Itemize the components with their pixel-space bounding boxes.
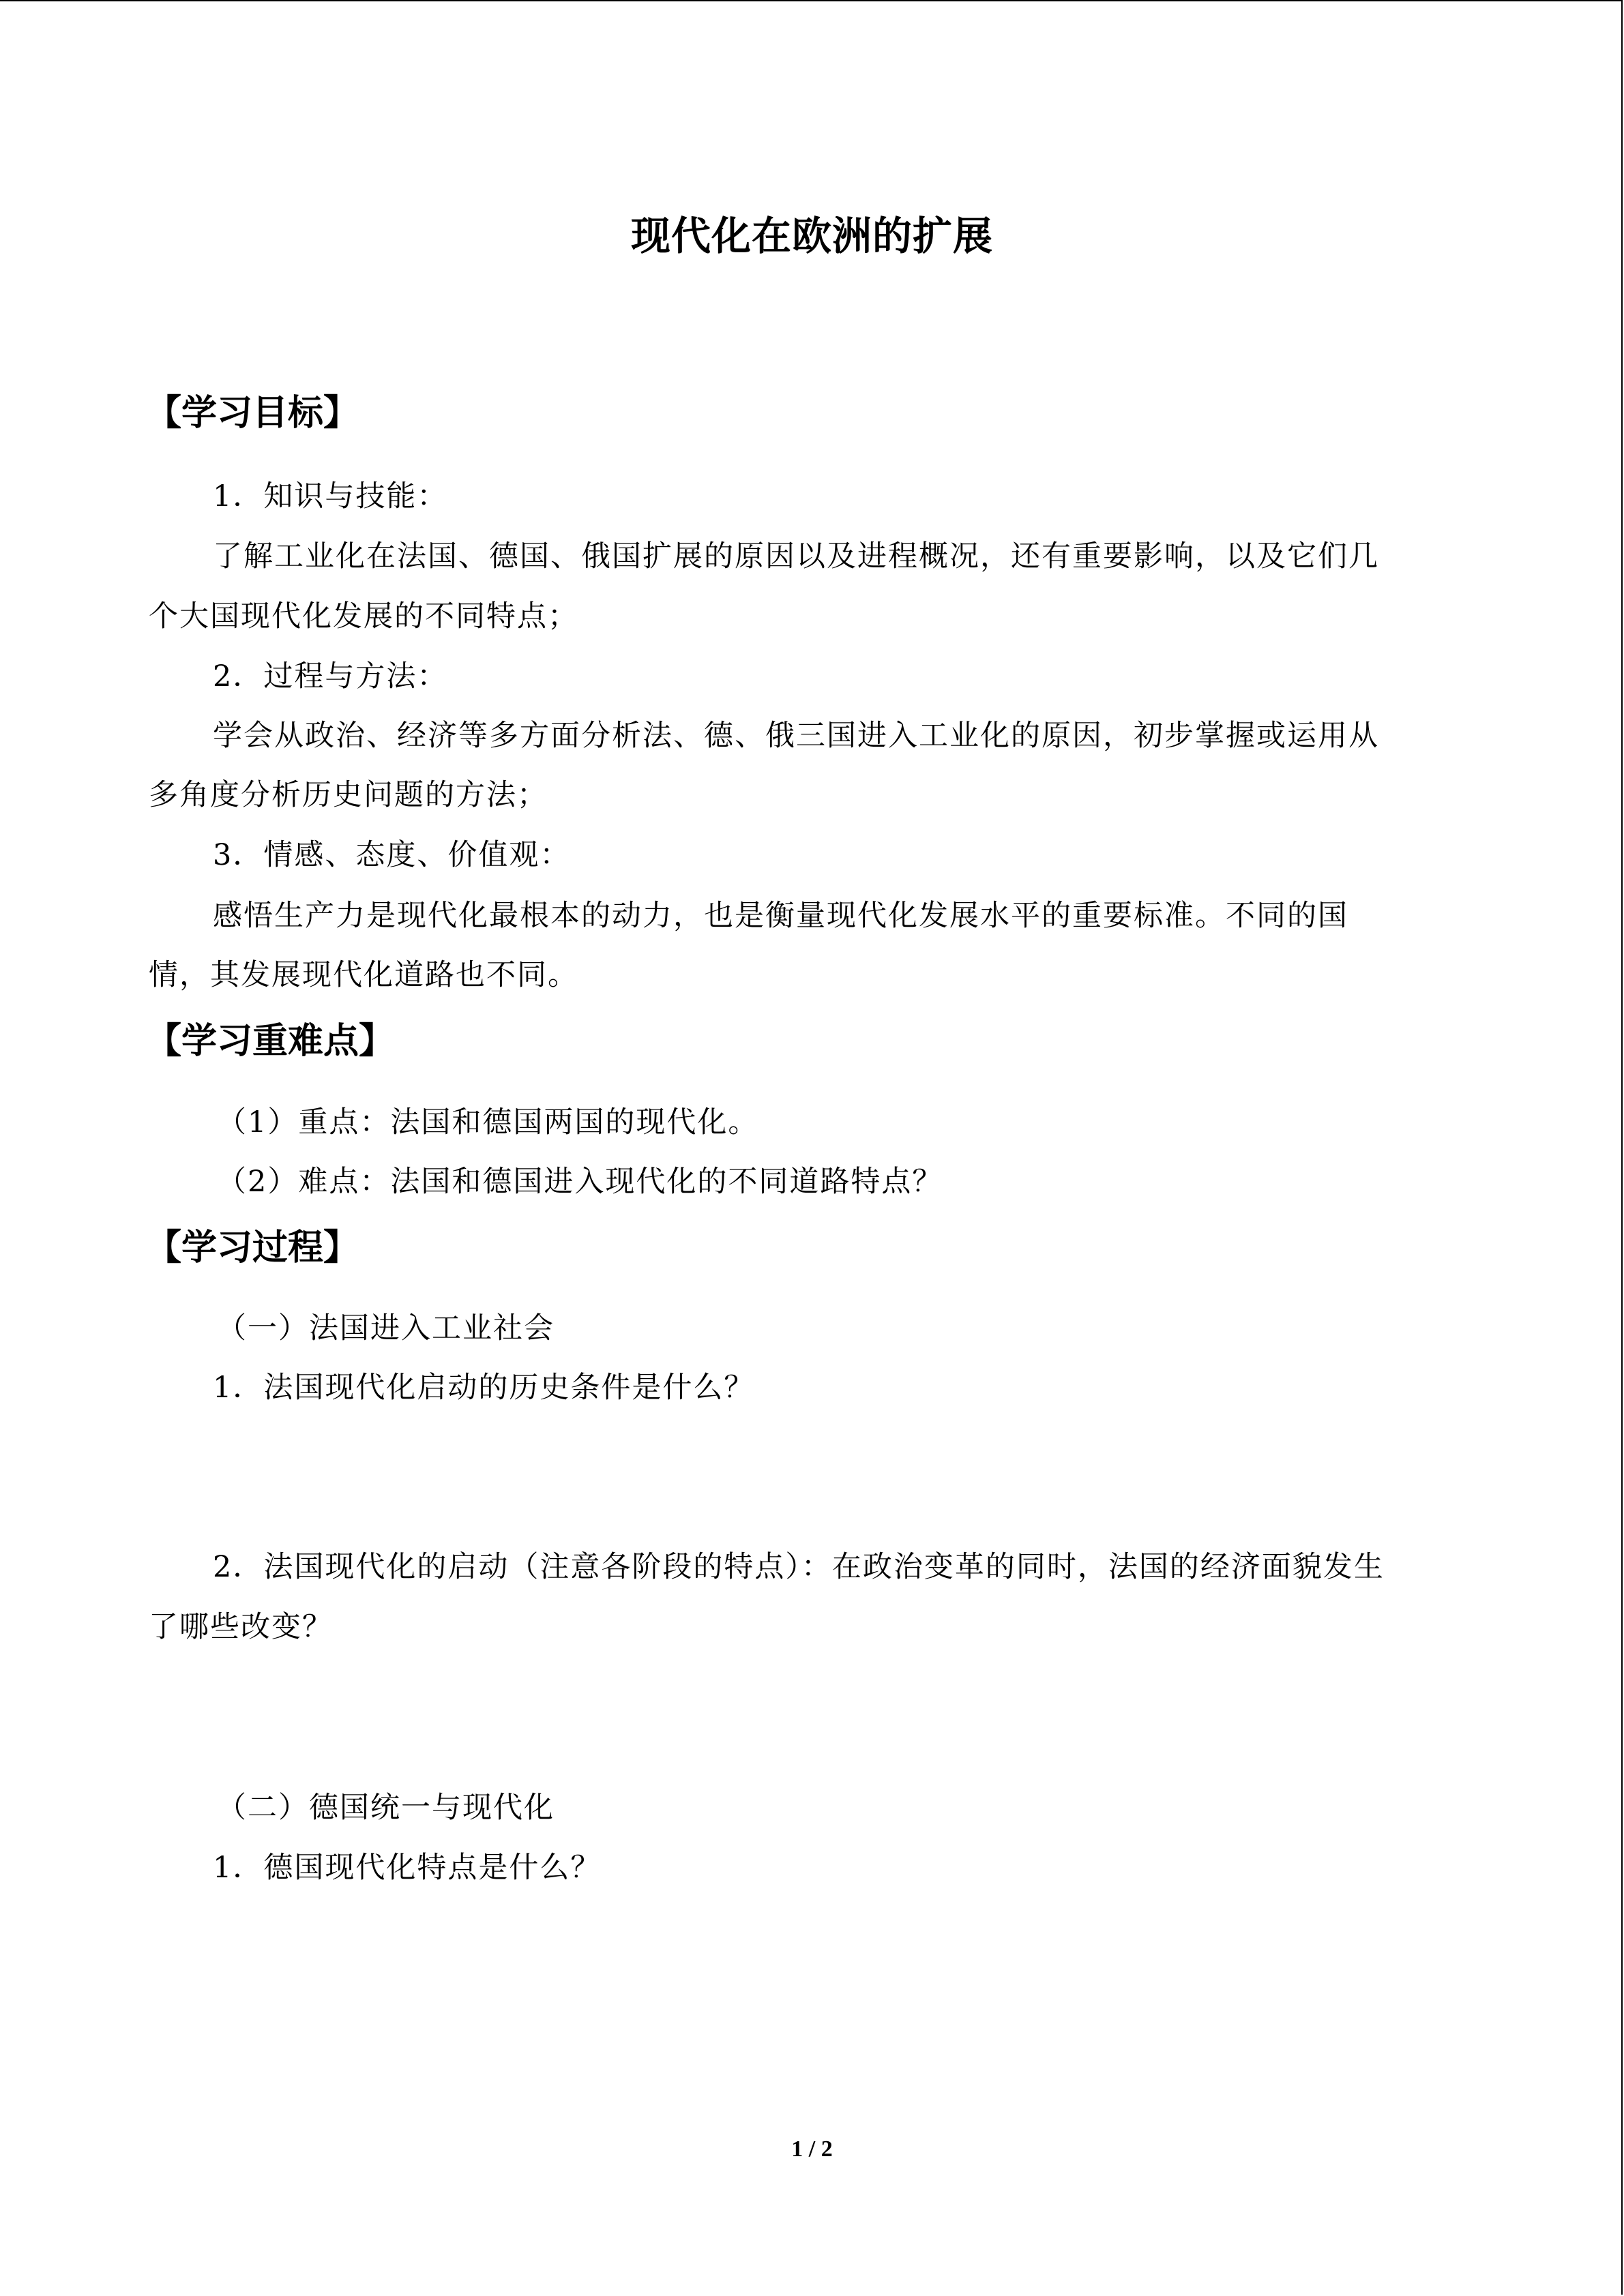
process-part1-question1: 1．法国现代化启动的历史条件是什么？ (213, 1371, 755, 1405)
objective-1-text-line1: 了解工业化在法国、德国、俄国扩展的原因以及进程概况，还有重要影响，以及它们几 (213, 539, 1379, 573)
objective-3-text-line2: 情，其发展现代化道路也不同。 (149, 958, 578, 992)
key-point-2: （2）难点：法国和德国进入现代化的不同道路特点？ (217, 1165, 943, 1199)
objective-3-label: 3．情感、态度、价值观： (213, 838, 571, 872)
process-part1-question2-line2: 了哪些改变？ (149, 1610, 333, 1644)
heading-objectives: 【学习目标】 (146, 393, 359, 434)
document-title: 现代化在欧洲的扩展 (630, 213, 993, 259)
process-part2-question1: 1．德国现代化特点是什么？ (213, 1851, 602, 1885)
objective-1-text-line2: 个大国现代化发展的不同特点； (149, 599, 578, 633)
objective-2-label: 2．过程与方法： (213, 659, 448, 694)
objective-2-text-line1: 学会从政治、经济等多方面分析法、德、俄三国进入工业化的原因，初步掌握或运用从 (213, 719, 1379, 753)
key-point-1: （1）重点：法国和德国两国的现代化。 (217, 1105, 759, 1139)
process-part1-title: （一）法国进入工业社会 (217, 1311, 555, 1345)
process-part1-question2-line1: 2．法国现代化的启动（注意各阶段的特点）：在政治变革的同时，法国的经济面貌发生 (213, 1550, 1385, 1584)
objective-3-text-line1: 感悟生产力是现代化最根本的动力，也是衡量现代化发展水平的重要标准。不同的国 (213, 899, 1348, 933)
heading-key-points: 【学习重难点】 (146, 1021, 395, 1062)
heading-process: 【学习过程】 (146, 1227, 359, 1268)
objective-2-text-line2: 多角度分析历史问题的方法； (149, 778, 548, 812)
objective-1-label: 1．知识与技能： (213, 479, 448, 513)
process-part2-title: （二）德国统一与现代化 (217, 1791, 555, 1825)
page-number: 1 / 2 (791, 2136, 833, 2162)
